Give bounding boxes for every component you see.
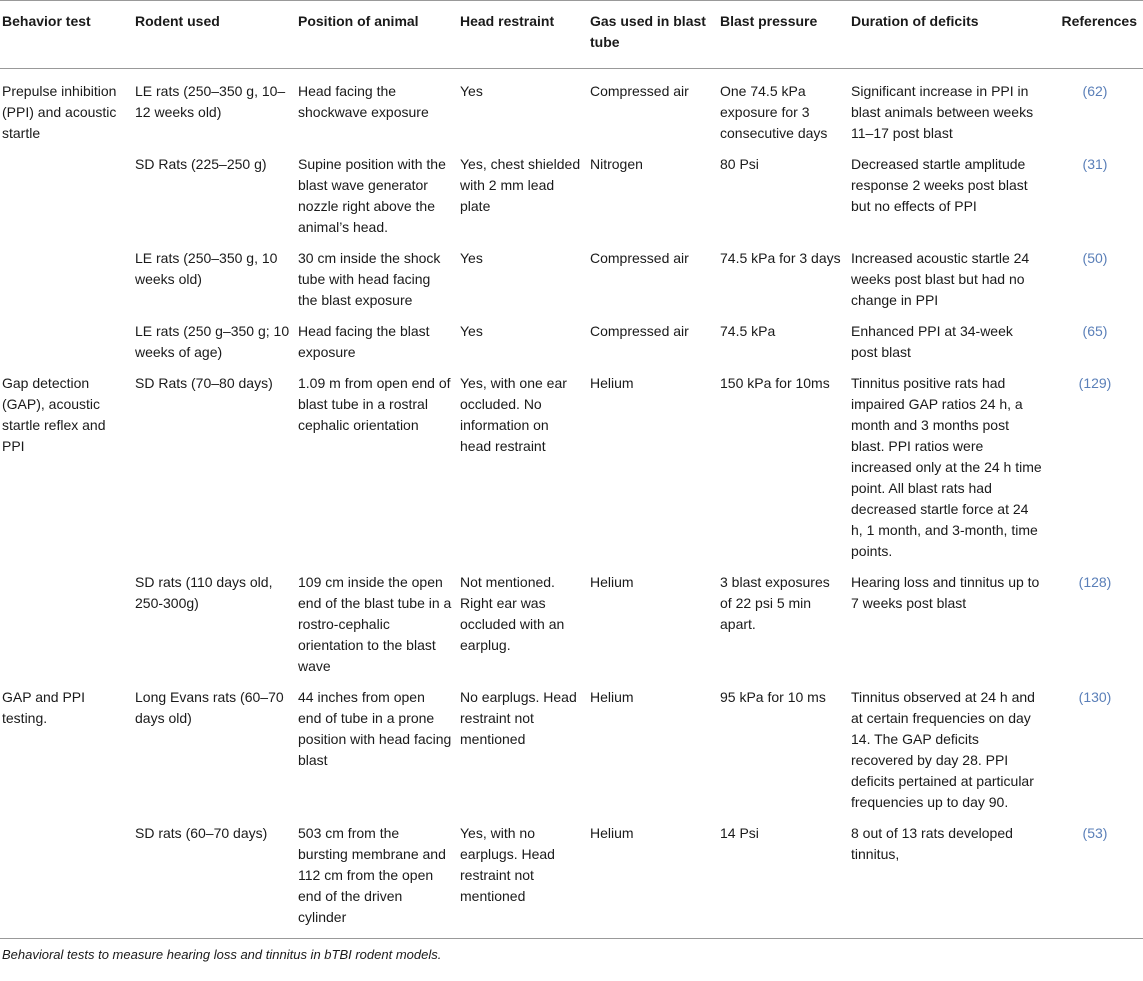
table-caption: Behavioral tests to measure hearing loss and tinnitus in bTBI rodent models. (2, 947, 442, 962)
cell-restraint: Yes (460, 250, 483, 266)
reference-link[interactable]: (62) (1082, 83, 1108, 99)
cell-behavior-test (0, 317, 131, 369)
header-duration-of-deficits: Duration of deficits (847, 1, 1047, 69)
header-rodent-used: Rodent used (131, 1, 294, 69)
cell-deficits: Hearing loss and tinnitus up to 7 weeks post blast (851, 574, 1040, 611)
cell-behavior-test (0, 819, 131, 939)
table-row (0, 317, 1143, 369)
cell-rodent: SD Rats (70–80 days) (135, 375, 273, 391)
cell-gas: Helium (590, 375, 634, 391)
cell-rodent: LE rats (250–350 g, 10–12 weeks old) (135, 83, 286, 120)
table-row (0, 244, 1143, 317)
cell-restraint: Yes (460, 83, 483, 99)
cell-rodent: LE rats (250–350 g, 10 weeks old) (135, 250, 278, 287)
cell-rodent: SD rats (110 days old, 250-300g) (135, 574, 273, 611)
cell-behavior-test: Prepulse inhibition (PPI) and acoustic startle (2, 83, 117, 141)
cell-position: 1.09 m from open end of blast tube in a rostral cephalic orientation (298, 375, 451, 433)
cell-gas: Helium (586, 819, 716, 939)
cell-restraint: Yes (460, 323, 483, 339)
cell-deficits: Significant increase in PPI in blast animals between weeks 11–17 post blast (851, 83, 1034, 141)
cell-restraint: Yes, with no earplugs. Head restraint not mentioned (456, 819, 586, 939)
cell-behavior-test (0, 568, 131, 683)
header-gas-used: Gas used in blast tube (586, 1, 716, 69)
cell-position: Head facing the shockwave exposure (298, 83, 429, 120)
table-row (0, 819, 1143, 939)
cell-deficits: Enhanced PPI at 34-week post blast (851, 323, 1013, 360)
cell-restraint: Not mentioned. Right ear was occluded with an earplug. (460, 574, 565, 653)
cell-pressure: 14 Psi (716, 819, 847, 939)
header-behavior-test: Behavior test (0, 1, 131, 69)
cell-gas: Compressed air (590, 250, 689, 266)
cell-restraint: No earplugs. Head restraint not mentioned (460, 689, 577, 747)
cell-rodent: Long Evans rats (60–70 days old) (135, 689, 284, 726)
cell-gas: Compressed air (590, 323, 689, 339)
reference-link[interactable]: (130) (1078, 689, 1112, 705)
cell-deficits: 8 out of 13 rats developed tinnitus, (847, 819, 1047, 939)
cell-pressure: 3 blast exposures of 22 psi 5 min apart. (720, 574, 830, 632)
cell-restraint: Yes, with one ear occluded. No information on head restraint (460, 375, 567, 454)
table-row (0, 369, 1143, 568)
cell-behavior-test (0, 150, 131, 244)
cell-deficits: Decreased startle amplitude response 2 weeks post blast but no effects of PPI (851, 156, 1028, 214)
reference-link[interactable]: (129) (1078, 375, 1112, 391)
cell-rodent: SD rats (60–70 days) (131, 819, 294, 939)
cell-pressure: 74.5 kPa for 3 days (720, 250, 841, 266)
cell-position: 503 cm from the bursting membrane and 112 cm from the open end of the driven cylinder (294, 819, 456, 939)
header-position-of-animal: Position of animal (294, 1, 456, 69)
cell-rodent: LE rats (250 g–350 g; 10 weeks of age) (135, 323, 290, 360)
cell-deficits: Tinnitus observed at 24 h and at certain frequencies on day 14. The GAP deficits recovered by day 28. PPI deficits pertained at particular frequencies up to day 90. (851, 689, 1035, 810)
table-row (0, 568, 1143, 683)
cell-gas: Helium (590, 574, 634, 590)
reference-link[interactable]: (50) (1082, 250, 1108, 266)
cell-position: Head facing the blast exposure (298, 323, 430, 360)
header-head-restraint: Head restraint (456, 1, 586, 69)
cell-position: Supine position with the blast wave generator nozzle right above the animal’s head. (298, 156, 446, 235)
cell-position: 30 cm inside the shock tube with head facing the blast exposure (298, 250, 441, 308)
table-row (0, 69, 1143, 151)
cell-position: 109 cm inside the open end of the blast tube in a rostro-cephalic orientation to the blast wave (298, 574, 452, 674)
cell-deficits: Increased acoustic startle 24 weeks post blast but had no change in PPI (851, 250, 1030, 308)
cell-behavior-test: Gap detection (GAP), acoustic startle reflex and PPI (2, 375, 106, 454)
cell-behavior-test (0, 244, 131, 317)
cell-position: 44 inches from open end of tube in a prone position with head facing blast (298, 689, 452, 768)
cell-pressure: 95 kPa for 10 ms (720, 689, 826, 705)
header-blast-pressure: Blast pressure (716, 1, 847, 69)
cell-restraint: Yes, chest shielded with 2 mm lead plate (460, 156, 581, 214)
cell-deficits: Tinnitus positive rats had impaired GAP ratios 24 h, a month and 3 months post blast. PPI ratios were increased only at the 24 h time point. All blast rats had decreased startle force at 24 h, 1 month, and 3-month, time points. (851, 375, 1042, 559)
table-row (0, 683, 1143, 819)
cell-rodent: SD Rats (225–250 g) (135, 156, 267, 172)
cell-behavior-test: GAP and PPI testing. (2, 689, 86, 726)
reference-link[interactable]: (128) (1078, 574, 1112, 590)
table-body (0, 69, 1143, 939)
cell-gas: Helium (590, 689, 634, 705)
reference-link[interactable]: (31) (1082, 156, 1108, 172)
header-row (0, 1, 1143, 69)
cell-gas: Nitrogen (590, 156, 643, 172)
header-references: References (1047, 1, 1143, 69)
table-header (0, 1, 1143, 69)
table-row (0, 150, 1143, 244)
cell-pressure: 150 kPa for 10ms (720, 375, 830, 391)
reference-link[interactable]: (53) (1047, 819, 1143, 939)
cell-gas: Compressed air (590, 83, 689, 99)
cell-pressure: 80 Psi (720, 156, 759, 172)
cell-pressure: 74.5 kPa (720, 323, 776, 339)
reference-link[interactable]: (65) (1082, 323, 1108, 339)
cell-pressure: One 74.5 kPa exposure for 3 consecutive days (720, 83, 828, 141)
